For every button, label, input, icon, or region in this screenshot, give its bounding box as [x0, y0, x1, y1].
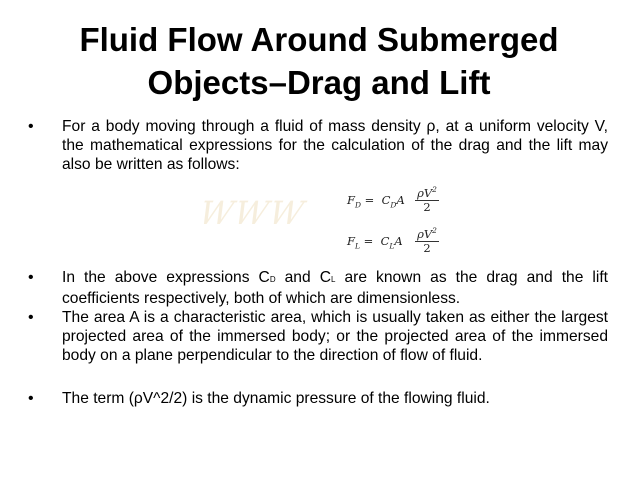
bullet-item — [28, 117, 608, 174]
drag-fraction — [415, 183, 439, 214]
bullet-text: The area A is a characteristic area, which is usually taken as either the largest projected area of the immersed body; or the projected area of the immersed body on a plane perpendicular to the direction of flow of fluid. — [62, 309, 608, 364]
title-line-1: Fluid Flow Around Submerged — [79, 21, 559, 58]
drag-coef: C — [381, 193, 391, 207]
drag-lhs: F — [347, 193, 355, 207]
bullet-marker: • — [28, 269, 34, 286]
bullet-text — [62, 268, 608, 308]
drag-num-text: ρV — [417, 185, 433, 200]
lift-lhs: F — [347, 234, 355, 248]
lift-area: A — [394, 234, 403, 248]
drag-numerator — [415, 183, 439, 201]
lift-lhs-sub: L — [354, 241, 360, 251]
title-line-2: Objects–Drag and Lift — [147, 64, 491, 101]
lift-num-text: ρV — [417, 226, 433, 241]
drag-coef-sub: D — [390, 200, 397, 210]
drag-area: A — [396, 193, 405, 207]
bullet-marker: • — [28, 390, 34, 407]
drag-denominator: 2 — [423, 199, 431, 214]
lift-denominator: 2 — [423, 240, 431, 255]
lift-numerator — [415, 224, 439, 242]
formula-block — [190, 178, 440, 260]
bullet-item — [28, 308, 608, 365]
cl-subscript: L — [330, 275, 336, 284]
lift-eq: = — [359, 234, 381, 248]
bullet-text: For a body moving through a fluid of mass density ρ, at a uniform velocity V, the mathematical expressions for the calculation of the drag and the lift may also be written as follows: — [62, 118, 608, 173]
bullet-text-part: In the above expressions C — [62, 269, 270, 286]
bullet-marker: • — [28, 309, 34, 326]
watermark-image: WWW — [195, 194, 309, 232]
bullet-item — [28, 389, 608, 408]
bullet-text-part: are known as the drag and the lift coefficients respectively, both of which are dimensionless. — [62, 269, 609, 307]
lift-coef: C — [380, 234, 390, 248]
slide-title — [0, 18, 638, 104]
bullet-item — [28, 268, 608, 308]
lift-coef-sub: L — [389, 241, 395, 251]
bullet-text: The term (ρV^2/2) is the dynamic pressure of the flowing fluid. — [62, 390, 490, 407]
drag-eq: = — [361, 193, 382, 207]
lift-num-sup: 2 — [432, 226, 437, 235]
cd-subscript: D — [269, 275, 276, 284]
bullet-marker: • — [28, 118, 34, 135]
lift-fraction — [415, 224, 439, 255]
drag-num-sup: 2 — [432, 185, 437, 194]
drag-lhs-sub: D — [354, 200, 361, 210]
bullet-text-part: and C — [275, 269, 331, 286]
